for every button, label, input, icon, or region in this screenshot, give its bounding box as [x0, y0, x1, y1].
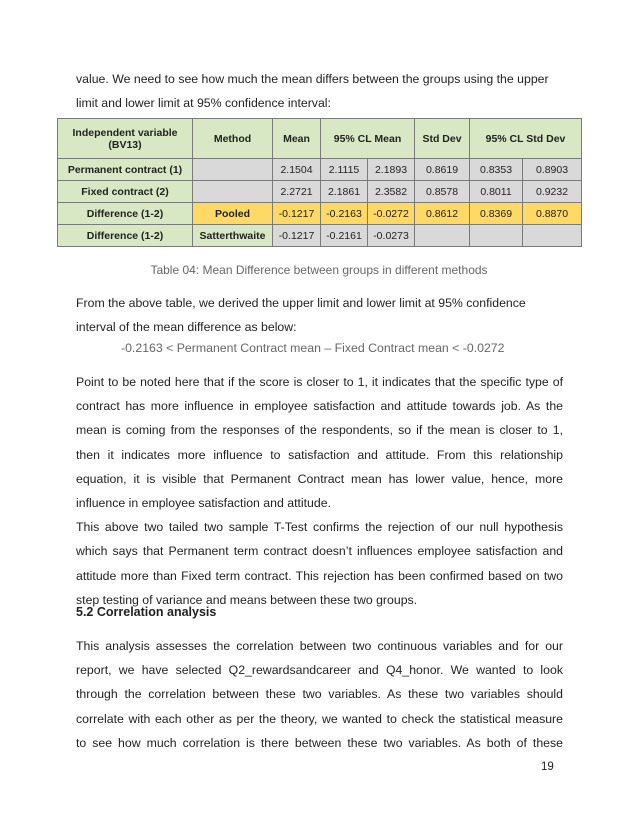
text-line: limit and lower limit at 95% confidence interval:	[76, 96, 331, 111]
cell-cl-mean-lower: 2.1861	[321, 181, 368, 203]
cell-cl-mean-lower: -0.2161	[321, 225, 368, 247]
header-std-dev: Std Dev	[415, 119, 470, 159]
intro-paragraph	[76, 67, 563, 115]
text-line: through the correlation between these two variables. As these two variables should	[76, 687, 563, 702]
confidence-formula: -0.2163 < Permanent Contract mean – Fixed Contract mean < -0.0272	[121, 341, 505, 355]
row-label: Difference (1-2)	[58, 203, 193, 225]
text-line: Point to be noted here that if the score is closer to 1, it indicates that the specific type of	[76, 375, 563, 389]
text-line: to see how much correlation is there between these two variables. As both of these	[76, 735, 563, 750]
cell-cl-std-lower	[470, 225, 523, 247]
row-label: Fixed contract (2)	[58, 181, 193, 203]
text-line: attitude more than Fixed term contract. This rejection has been confirmed based on two	[76, 568, 563, 583]
row-method: Satterthwaite	[193, 225, 273, 247]
cell-cl-std-upper	[523, 225, 582, 247]
cell-cl-mean-lower: 2.1115	[321, 159, 368, 181]
cell-cl-std-upper: 0.8903	[523, 159, 582, 181]
text-line: value. We need to see how much the mean differs between the groups using the upper	[76, 72, 549, 86]
table-header-row	[58, 119, 582, 159]
cell-std-dev	[415, 225, 470, 247]
text-line: then it indicates more influence to satisfaction and attitude. From this relationship	[76, 447, 563, 462]
text-line: mean is coming from the responses of the respondents, so if the mean is closer to 1,	[76, 423, 563, 438]
cell-cl-std-upper: 0.8870	[523, 203, 582, 225]
mean-difference-table	[57, 118, 582, 247]
cell-std-dev: 0.8619	[415, 159, 470, 181]
row-label: Permanent contract (1)	[58, 159, 193, 181]
header-cl-std-dev: 95% CL Std Dev	[470, 119, 582, 159]
header-method: Method	[193, 119, 273, 159]
row-method	[193, 181, 273, 203]
cell-mean: -0.1217	[273, 203, 321, 225]
table-row	[58, 181, 582, 203]
table-row	[58, 203, 582, 225]
text-line: step testing of variance and means between these two groups.	[76, 592, 418, 607]
cell-cl-mean-upper: -0.0272	[368, 203, 415, 225]
row-label: Difference (1-2)	[58, 225, 193, 247]
text-line: This analysis assesses the correlation between two continuous variables and for our	[76, 639, 563, 653]
header-cl-mean: 95% CL Mean	[321, 119, 415, 159]
cell-std-dev: 0.8578	[415, 181, 470, 203]
table-row	[58, 159, 582, 181]
text-line: influence in employee satisfaction and attitude.	[76, 496, 331, 511]
cell-mean: 2.1504	[273, 159, 321, 181]
cell-mean: -0.1217	[273, 225, 321, 247]
row-method	[193, 159, 273, 181]
interpretation-paragraph	[76, 370, 563, 612]
derived-paragraph	[76, 291, 563, 339]
cell-cl-std-upper: 0.9232	[523, 181, 582, 203]
cell-std-dev: 0.8612	[415, 203, 470, 225]
cell-cl-mean-upper: -0.0273	[368, 225, 415, 247]
cell-mean: 2.2721	[273, 181, 321, 203]
cell-cl-std-lower: 0.8353	[470, 159, 523, 181]
text-line: interval of the mean difference as below:	[76, 320, 297, 335]
text-line: From the above table, we derived the upper limit and lower limit at 95% confidence	[76, 296, 526, 310]
text-line: This above two tailed two sample T-Test confirms the rejection of our null hypothesis	[76, 520, 563, 535]
cell-cl-std-lower: 0.8369	[470, 203, 523, 225]
cell-cl-mean-upper: 2.3582	[368, 181, 415, 203]
table-row	[58, 225, 582, 247]
page-number: 19	[541, 761, 554, 773]
text-line: equation, it is visible that Permanent Contract mean has lower value, hence, more	[76, 471, 563, 486]
header-mean: Mean	[273, 119, 321, 159]
text-line: contract has more influence in employee satisfaction and attitude towards job. As the	[76, 399, 563, 414]
text-line: correlate with each other as per the theory, we wanted to check the statistical measure	[76, 711, 563, 726]
cell-cl-std-lower: 0.8011	[470, 181, 523, 203]
section-heading: 5.2 Correlation analysis	[76, 605, 217, 619]
header-independent-variable: Independent variable (BV13)	[58, 119, 193, 159]
cell-cl-mean-lower: -0.2163	[321, 203, 368, 225]
text-line: report, we have selected Q2_rewardsandcareer and Q4_honor. We wanted to look	[76, 663, 563, 678]
text-line: which says that Permanent term contract doesn’t influences employee satisfaction and	[76, 544, 563, 559]
row-method: Pooled	[193, 203, 273, 225]
cell-cl-mean-upper: 2.1893	[368, 159, 415, 181]
table-caption: Table 04: Mean Difference between groups in different methods	[150, 263, 488, 277]
correlation-paragraph	[76, 634, 563, 755]
